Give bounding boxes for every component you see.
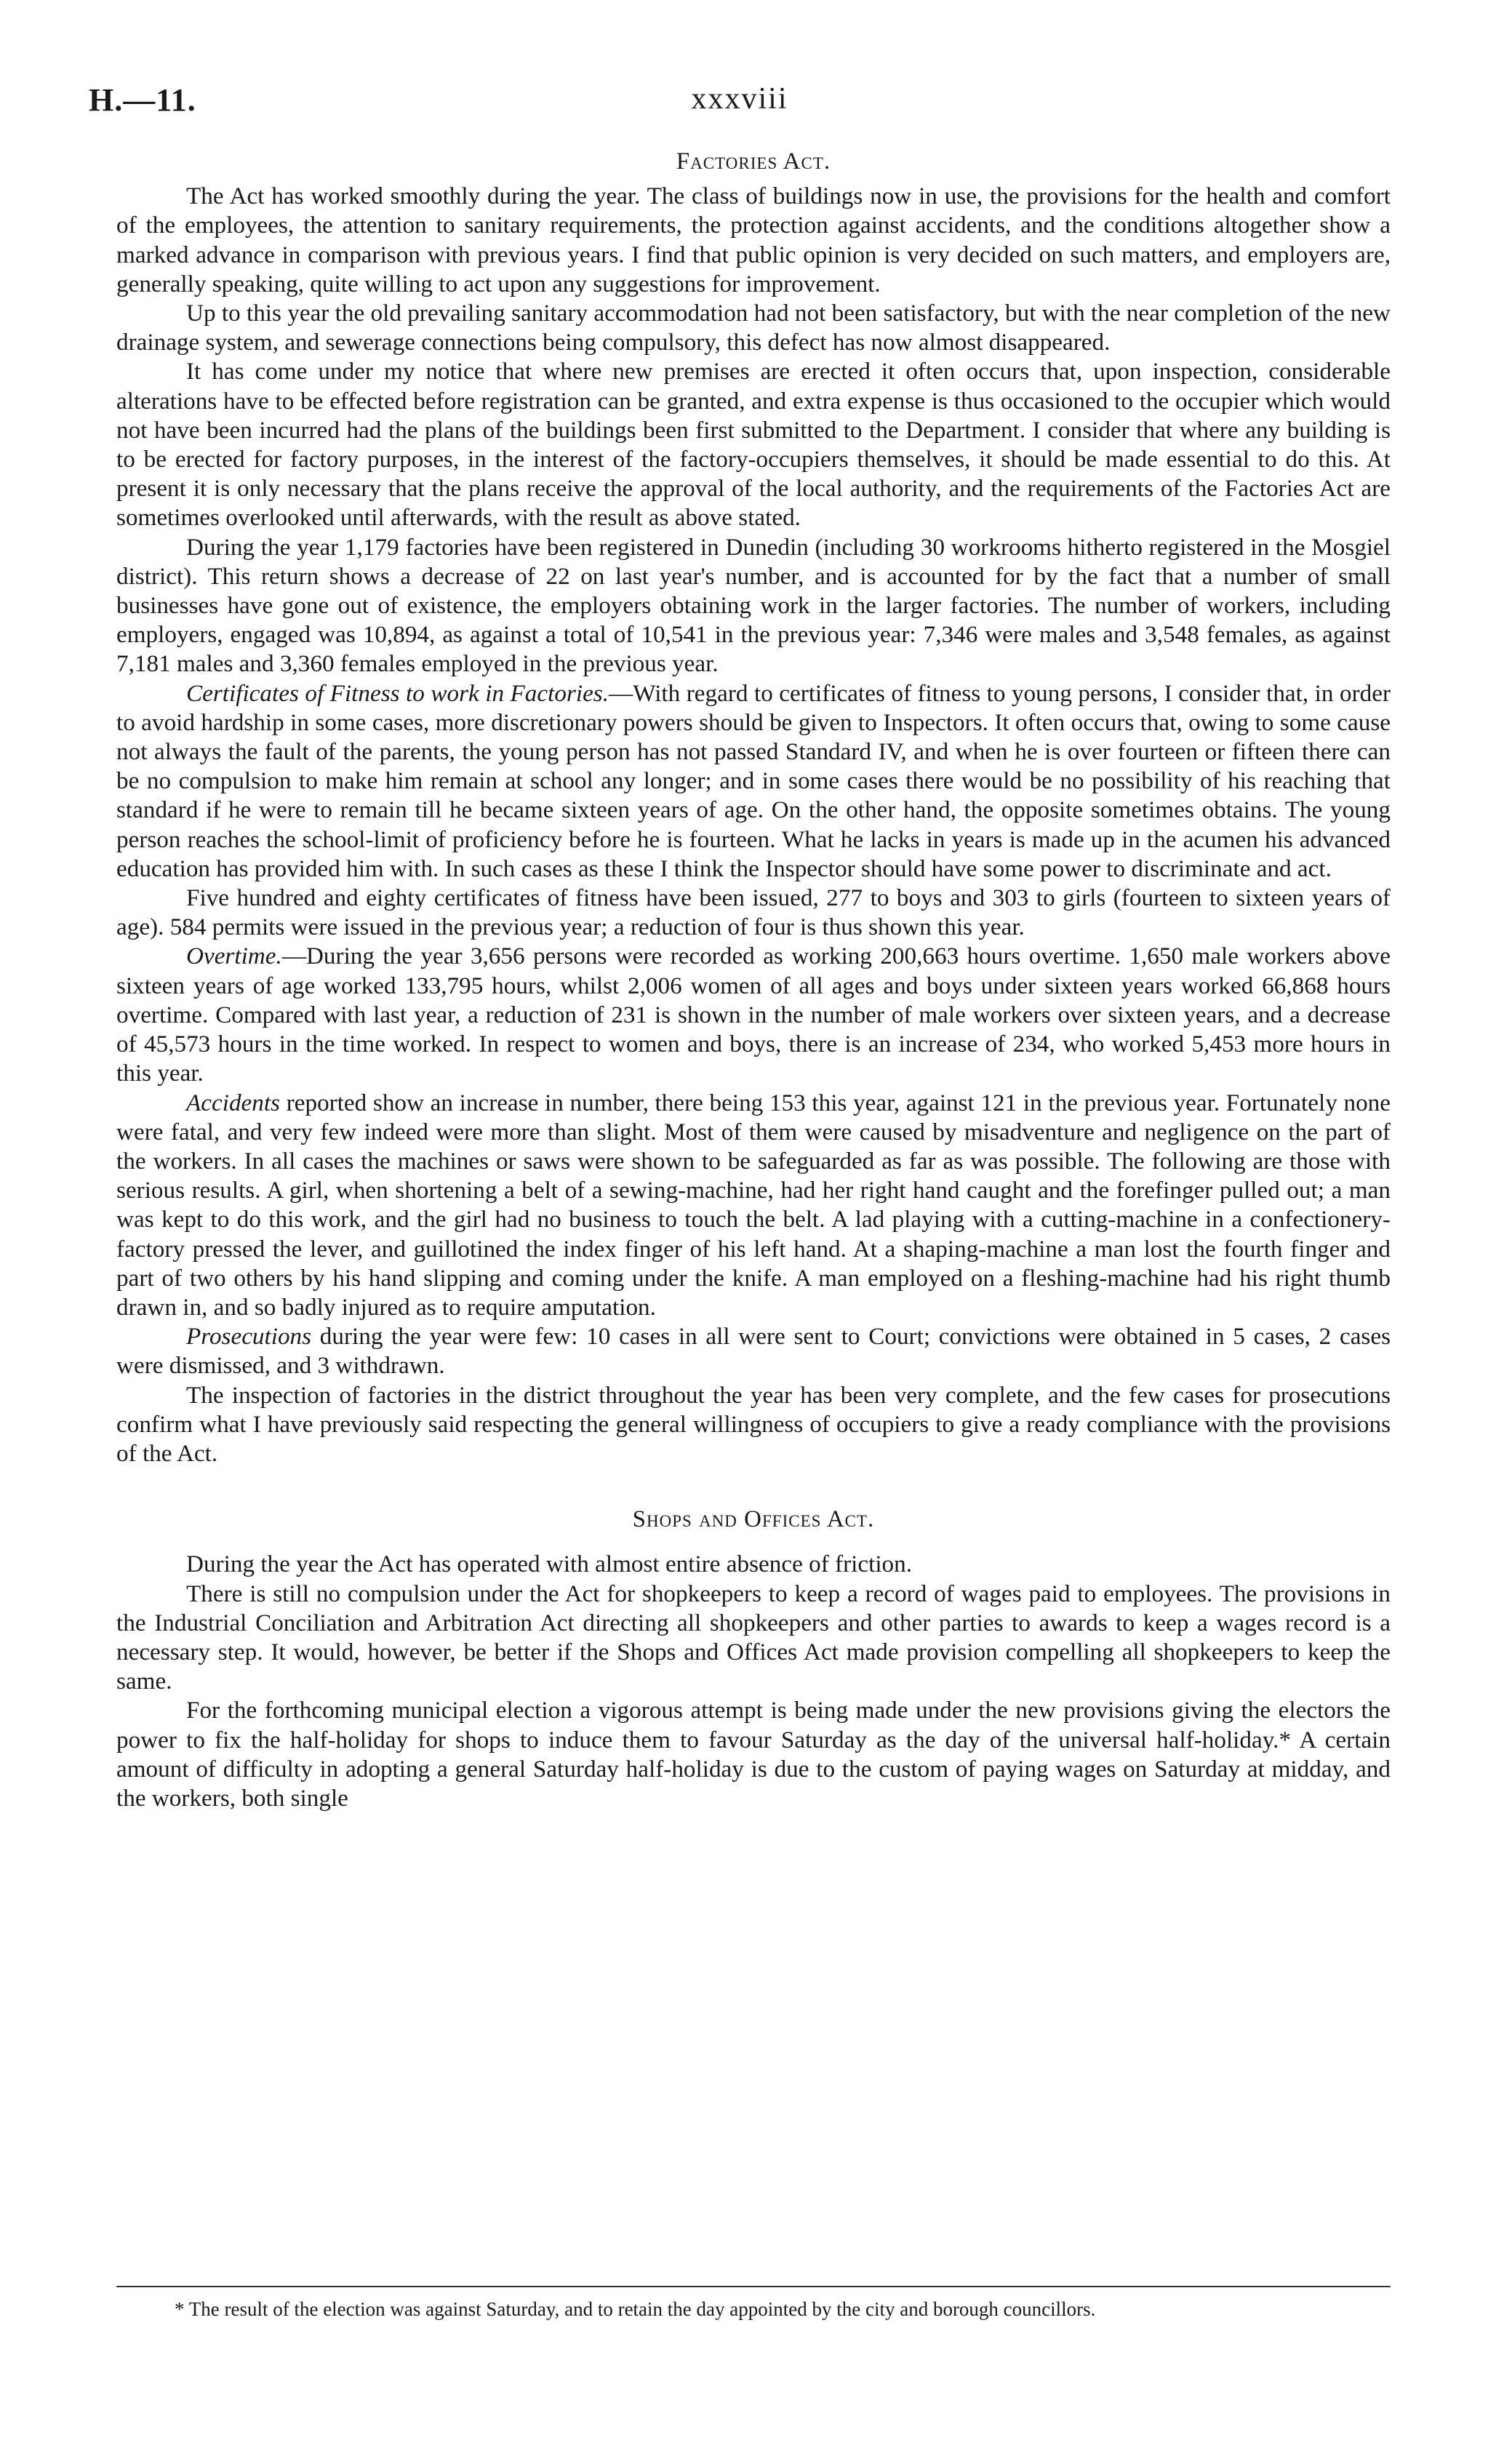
page-number: xxxviii [691, 82, 788, 116]
footnote-divider [116, 2286, 1391, 2287]
overtime-subheading: Overtime. [186, 943, 282, 970]
factories-paragraph-6: Five hundred and eighty certificates of fitness have been issued, 277 to boys and 303 to girls (fourteen to sixteen years of age). 584 permits were issued in the previous year; a reduction of four is thus shown this year. [116, 884, 1391, 941]
page-header [89, 81, 1391, 125]
accidents-subheading: Accidents [186, 1089, 281, 1116]
prosecutions-text: during the year were few: 10 cases in all were sent to Court; convictions were obtained in 5 cases, 2 cases were dismissed, and 3 withdrawn. [116, 1323, 1391, 1380]
certificates-paragraph [116, 679, 1391, 884]
certificates-subheading: Certificates of Fitness to work in Factories. [186, 679, 609, 707]
accidents-paragraph [116, 1089, 1391, 1323]
factories-paragraph-1: The Act has worked smoothly during the year. The class of buildings now in use, the provisions for the health and comfort of the employees, the attention to sanitary requirements, the protection against accidents, and the conditions altogether show a marked advance in comparison with previous years. I find that public opinion is very decided on such matters, and employers are, generally speaking, quite willing to act upon any suggestions for improvement. [116, 183, 1391, 297]
certificates-text: —With regard to certificates of fitness to young persons, I consider that, in order to avoid hardship in some cases, more discretionary powers should be given to Inspectors. It often occurs that, owing to some cause not always the fault of the parents, the young person has not passed Standard IV, and when he is over fourteen or fifteen there can be no compulsion to make him remain at school any longer; and in some cases there would be no possibility of his reaching that standard if he were to remain till he became sixteen years of age. On the other hand, the opposite sometimes obtains. The young person reaches the school-limit of proficiency before he is fourteen. What he lacks in years is made up in the acumen his advanced education has provided him with. In such cases as these I think the Inspector should have some power to discriminate and act. [116, 679, 1391, 882]
shops-offices-act-heading: Shops and Offices Act. [632, 1506, 875, 1533]
factories-act-heading: Factories Act. [676, 148, 831, 175]
overtime-text: —During the year 3,656 persons were recorded as working 200,663 hours overtime. 1,650 male workers above sixteen years of age worked 133,795 hours, whilst 2,006 women of all ages and boys under sixteen years worked 66,868 hours overtime. Compared with last year, a reduction of 231 is shown in the number of male workers over sixteen years, and a decrease of 45,573 hours in the time worked. In respect to women and boys, there is an increase of 234, who worked 5,453 more hours in this year. [116, 943, 1391, 1087]
factories-paragraph-10: The inspection of factories in the district throughout the year has been very complete, and the few cases for prosecutions confirm what I have previously said respecting the general willingness of occupiers to give a ready compliance with the provisions of the Act. [116, 1381, 1391, 1467]
prosecutions-paragraph [116, 1322, 1391, 1380]
overtime-paragraph [116, 942, 1391, 1088]
shops-paragraph-2: There is still no compulsion under the Act for shopkeepers to keep a record of wages paid to employees. The provisions in the Industrial Conciliation and Arbitration Act directing all shopkeepers and other parties to awards to keep a wages record is a necessary step. It would, however, be better if the Shops and Offices Act made provision compelling all shopkeepers to keep the same. [116, 1580, 1391, 1695]
body-text [116, 147, 1391, 1813]
shops-paragraph-3: For the forthcoming municipal election a vigorous attempt is being made under the new provisions giving the electors the power to fix the half-holiday for shops to induce them to favour Saturday as the day of the universal half-holiday.* A certain amount of difficulty in adopting a general Saturday half-holiday is due to the custom of paying wages on Saturday at midday, and the workers, both single [116, 1697, 1391, 1812]
footnote-text: * The result of the election was against Saturday, and to retain the day appointed by the city and borough councillors. [175, 2298, 1096, 2320]
footnote [116, 2297, 1391, 2321]
factories-paragraph-4: During the year 1,179 factories have been registered in Dunedin (including 30 workrooms hitherto registered in the Mosgiel district). This return shows a decrease of 22 on last year's number, and is accounted for by the fact that a number of small businesses have gone out of existence, the employers obtaining work in the larger factories. The number of workers, including employers, engaged was 10,894, as against a total of 10,541 in the previous year: 7,346 were males and 3,548 females, as against 7,181 males and 3,360 females employed in the previous year. [116, 533, 1391, 678]
report-reference: H.—11. [89, 82, 196, 118]
accidents-text: reported show an increase in number, there being 153 this year, against 121 in the previous year. Fortunately none were fatal, and very few indeed were more than slight. Most of them were caused by misadventure and negligence on the part of the workers. In all cases the machines or saws were shown to be safeguarded as far as was possible. The following are those with serious results. A girl, when shortening a belt of a sewing-machine, had her right hand caught and the forefinger pulled out; a man was kept to do this work, and the girl had no business to touch the belt. A lad playing with a cutting-machine in a confectionery-factory pressed the lever, and guillotined the index finger of his left hand. At a shaping-machine a man lost the fourth finger and part of two others by his hand slipping and coming under the knife. A man employed on a fleshing-machine had his right thumb drawn in, and so badly injured as to require amputation. [116, 1089, 1391, 1321]
prosecutions-subheading: Prosecutions [186, 1323, 312, 1351]
factories-paragraph-2: Up to this year the old prevailing sanitary accommodation had not been satisfactory, but with the near completion of the new drainage system, and sewerage connections being compulsory, this defect has now almost disappeared. [116, 300, 1391, 356]
factories-paragraph-3: It has come under my notice that where new premises are erected it often occurs that, upon inspection, considerable alterations have to be effected before registration can be granted, and extra expense is thus occasioned to the occupier which would not have been incurred had the plans of the buildings been first submitted to the Department. I consider that where any building is to be erected for factory purposes, in the interest of the factory-occupiers themselves, it should be made essential to do this. At present it is only necessary that the plans receive the approval of the local authority, and the requirements of the Factories Act are sometimes overlooked until afterwards, with the result as above stated. [116, 358, 1391, 532]
shops-paragraph-1: During the year the Act has operated with almost entire absence of friction. [186, 1551, 913, 1578]
